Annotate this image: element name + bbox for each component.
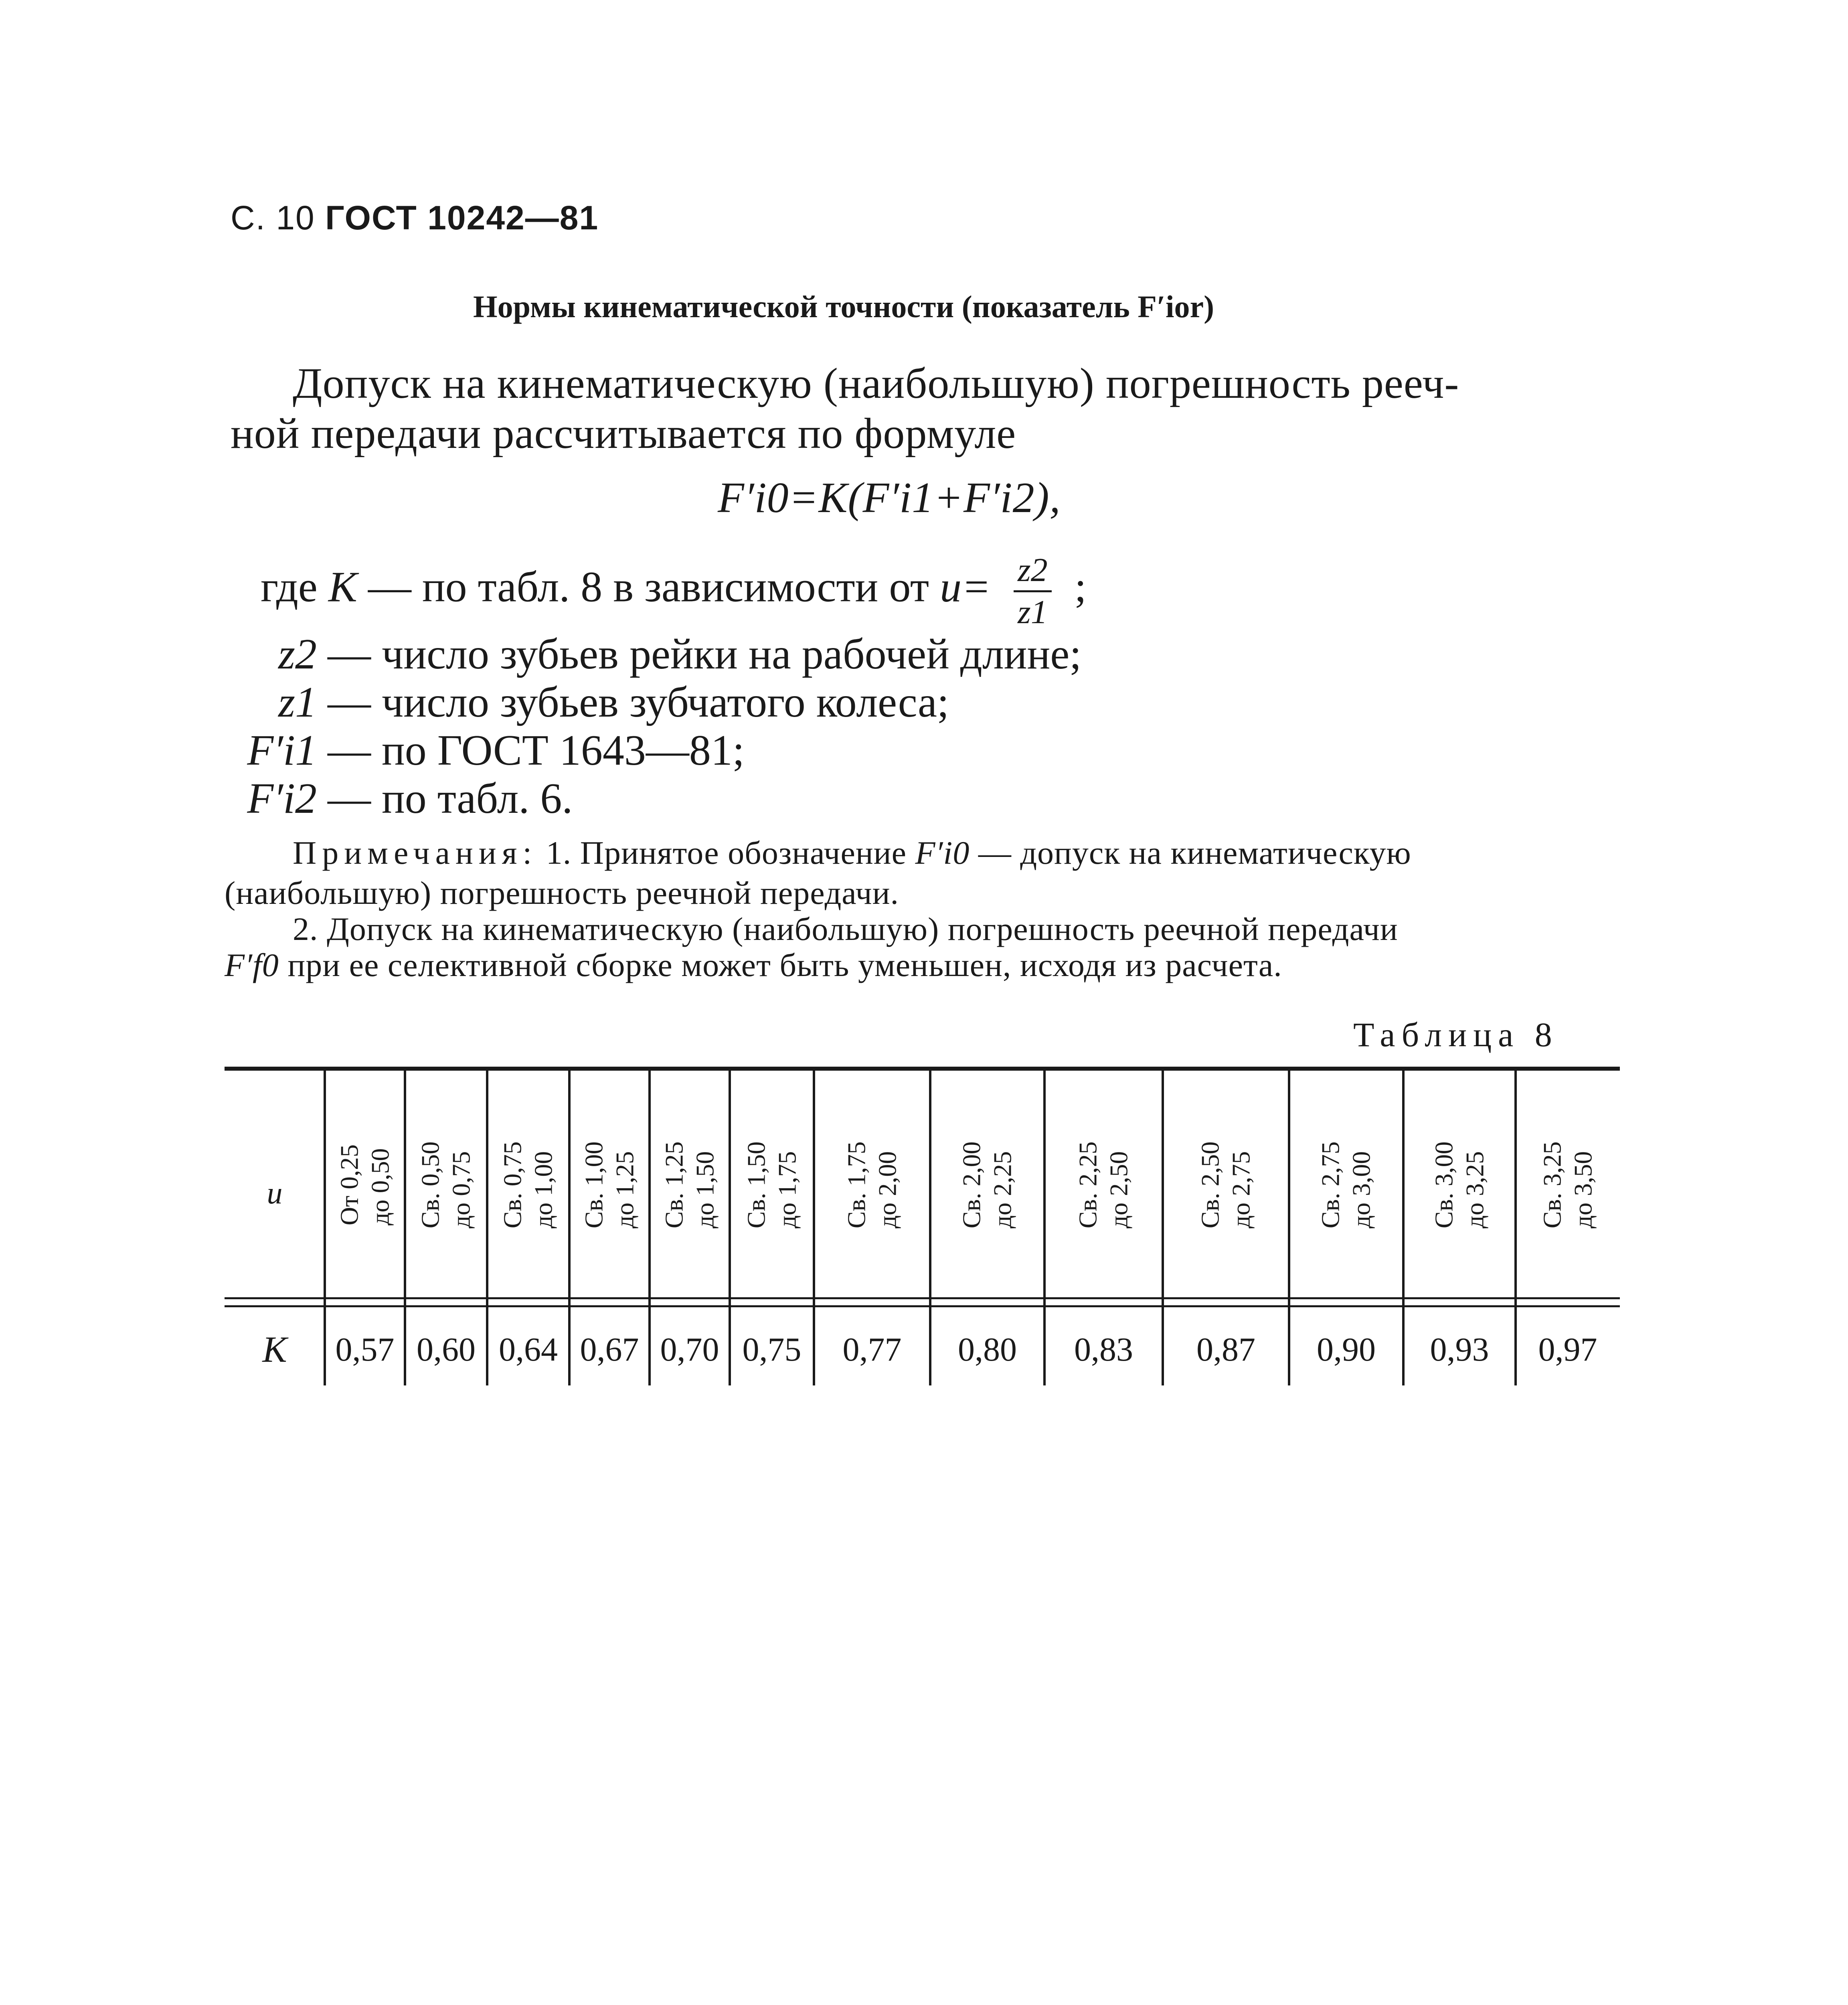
definition-text: — число зубьев рейки на рабочей длине;	[328, 630, 1082, 678]
u-range-label	[334, 1144, 396, 1225]
u-range-to: до 2,75	[1227, 1151, 1255, 1229]
section-title: Нормы кинематической точности (показатель F′ior)	[473, 289, 1214, 324]
note-1	[293, 834, 1411, 872]
k-value: 0,97	[1538, 1331, 1597, 1368]
definition-symbol: F′i1	[247, 727, 317, 774]
u-range-to: до 1,25	[610, 1151, 639, 1229]
note-2-line-2	[225, 946, 1282, 984]
u-range-label	[415, 1142, 477, 1229]
k-value: 0,67	[580, 1331, 639, 1368]
u-range-label	[1073, 1142, 1135, 1229]
u-range-header	[487, 1079, 569, 1291]
u-range-header	[730, 1079, 814, 1291]
u-range-label	[1537, 1142, 1599, 1229]
formula-text: F′i0=K(F′i1+F′i2),	[718, 474, 1061, 522]
u-symbol: u=	[940, 563, 991, 611]
u-range-header	[325, 1079, 405, 1291]
u-range-from: Св. 3,25	[1538, 1141, 1567, 1229]
definition-text: — по ГОСТ 1643—81;	[328, 727, 745, 774]
definition-item	[229, 726, 745, 776]
table-header-rule-2	[225, 1305, 1620, 1307]
definition-symbol: z1	[278, 678, 317, 726]
u-range-to: до 1,50	[690, 1151, 719, 1229]
u-range-label	[741, 1142, 803, 1229]
u-range-header	[1044, 1079, 1163, 1291]
note-2: 2. Допуск на кинематическую (наибольшую) погрешность реечной передачи	[293, 911, 1398, 947]
u-range-from: Св. 2,25	[1073, 1141, 1102, 1229]
u-range-header	[569, 1079, 650, 1291]
paragraph-line-1: Допуск на кинематическую (наибольшую) погрешность рееч-	[293, 360, 1459, 407]
definition-item	[229, 630, 1081, 679]
u-range-label	[579, 1142, 640, 1229]
u-range-label	[659, 1142, 721, 1229]
k-value: 0,64	[499, 1331, 558, 1368]
note-1-text-continued: — допуск на кинематическую	[978, 834, 1411, 871]
note-1-line-2: (наибольшую) погрешность реечной передачи.	[225, 875, 899, 911]
u-range-label	[498, 1142, 559, 1229]
page-number: С. 10	[231, 199, 315, 237]
paragraph-line-2: ной передачи рассчитывается по формуле	[231, 410, 1016, 458]
notes-label: Примечания:	[293, 834, 538, 871]
row-label-u: u	[267, 1175, 283, 1210]
document-code: ГОСТ 10242—81	[325, 199, 599, 237]
definition-item	[229, 774, 573, 824]
formula	[718, 473, 1061, 523]
u-range-from: Св. 2,75	[1316, 1141, 1345, 1229]
u-range-header	[1403, 1079, 1516, 1291]
k-value: 0,93	[1430, 1331, 1489, 1368]
u-range-label	[1316, 1142, 1377, 1229]
u-range-header	[1516, 1079, 1620, 1291]
u-range-to: до 2,00	[873, 1151, 901, 1229]
k-value: 0,75	[742, 1331, 802, 1368]
k-definition: — по табл. 8 в зависимости от	[368, 563, 929, 611]
u-range-label	[957, 1142, 1018, 1229]
definition-k	[261, 553, 1087, 629]
table-top-rule	[225, 1067, 1620, 1071]
u-range-header	[814, 1079, 930, 1291]
u-range-from: Св. 1,25	[660, 1141, 688, 1229]
k-value: 0,80	[958, 1331, 1017, 1368]
k-value: 0,57	[335, 1331, 395, 1368]
note-1-symbol: F′i0	[915, 834, 970, 871]
u-range-from: Св. 1,00	[579, 1141, 608, 1229]
k-value: 0,83	[1074, 1331, 1133, 1368]
fraction-numerator: z2	[1014, 553, 1052, 592]
page-header	[231, 198, 599, 237]
note-2-symbol: F′f0	[225, 947, 279, 983]
u-range-from: Св. 3,00	[1429, 1141, 1458, 1229]
u-range-header	[405, 1079, 487, 1291]
u-range-to: до 0,50	[366, 1148, 394, 1226]
u-range-to: до 3,00	[1347, 1151, 1376, 1229]
k-value: 0,70	[660, 1331, 719, 1368]
k-value: 0,90	[1317, 1331, 1376, 1368]
k-value: 0,77	[842, 1331, 902, 1368]
row-label-k: K	[262, 1329, 287, 1370]
u-range-label	[841, 1142, 903, 1229]
definition-end: ;	[1074, 563, 1087, 611]
gear-ratio-fraction	[1014, 553, 1052, 629]
u-range-from: Св. 0,50	[416, 1141, 445, 1229]
where-word: где	[261, 563, 318, 611]
u-range-to: до 0,75	[447, 1151, 476, 1229]
u-range-to: до 2,25	[988, 1151, 1017, 1229]
u-range-from: Св. 0,75	[498, 1141, 527, 1229]
k-value: 0,60	[417, 1331, 476, 1368]
table-caption: Таблица 8	[1353, 1015, 1559, 1054]
u-range-label	[1429, 1142, 1490, 1229]
definition-text: — по табл. 6.	[328, 775, 573, 822]
fraction-denominator: z1	[1018, 593, 1048, 631]
u-range-header	[1163, 1079, 1289, 1291]
u-range-label	[1195, 1142, 1257, 1229]
note-1-text: 1. Принятое обозначение	[546, 834, 907, 871]
u-range-to: до 2,50	[1104, 1151, 1133, 1229]
u-range-from: Св. 1,50	[742, 1141, 771, 1229]
u-range-to: до 3,25	[1460, 1151, 1489, 1229]
u-range-to: до 1,75	[773, 1151, 801, 1229]
u-range-header	[930, 1079, 1044, 1291]
definition-text: — число зубьев зубчатого колеса;	[328, 678, 949, 726]
table-header-rule-1	[225, 1297, 1620, 1299]
u-range-to: до 1,00	[529, 1151, 558, 1229]
definition-item	[229, 678, 949, 727]
u-range-header	[650, 1079, 730, 1291]
k-value: 0,87	[1196, 1331, 1255, 1368]
k-symbol: K	[328, 563, 357, 611]
definition-symbol: z2	[278, 630, 317, 678]
u-range-from: Св. 2,00	[957, 1141, 986, 1229]
definition-symbol: F′i2	[247, 775, 317, 822]
u-range-from: Св. 2,50	[1196, 1141, 1225, 1229]
u-range-to: до 3,50	[1569, 1151, 1597, 1229]
u-range-from: От 0,25	[335, 1144, 364, 1226]
u-range-header	[1289, 1079, 1403, 1291]
u-range-from: Св. 1,75	[842, 1141, 871, 1229]
note-2-text: при ее селективной сборке может быть уменьшен, исходя из расчета.	[287, 947, 1282, 983]
